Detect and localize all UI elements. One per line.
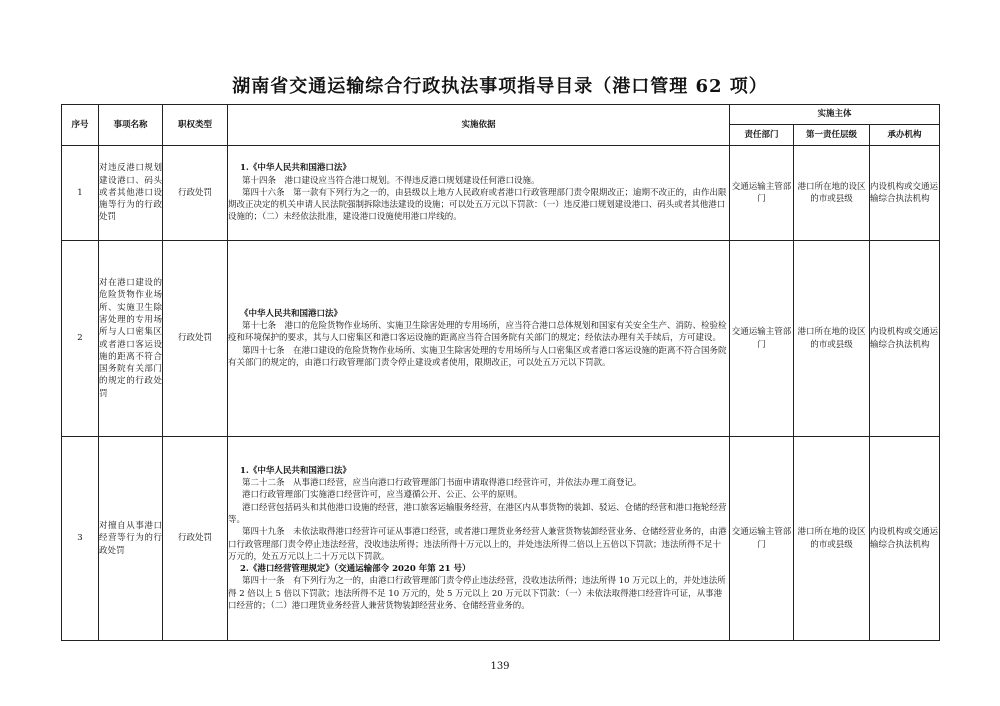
enforcement-table: [61, 104, 940, 641]
law-paragraph: 第四十九条 未依法取得港口经营许可证从事港口经营，或者港口理货业务经营人兼营货物装卸经营业务、仓储经营业务的，由港口行政管理部门责令停止违法经营，没收违法所得；违法所得十万元以上的，并处违法所得二倍以上五倍以下罚款；违法所得不足十万元的，处五万元以上二十万元以下罚款。: [228, 527, 727, 562]
row-seq: 3: [62, 437, 99, 641]
row-level: 港口所在地的设区的市或县级: [794, 437, 870, 641]
law-paragraph: 港口行政管理部门实施港口经营许可，应当遵循公开、公正、公平的原则。: [242, 490, 523, 501]
document-title: 湖南省交通运输综合行政执法事项指导目录（港口管理 62 项）: [232, 76, 768, 97]
law-paragraph: 第十四条 港口建设应当符合港口规划。不得违反港口规划建设任何港口设施。: [242, 175, 540, 186]
header-subject: 实施主体: [730, 105, 940, 125]
row-org: 内设机构或交通运输综合执法机构: [870, 241, 940, 437]
law-title: 1.《中华人民共和国港口法》: [240, 465, 351, 476]
row-dept: 交通运输主管部门: [730, 241, 794, 437]
law-title: 1.《中华人民共和国港口法》: [240, 163, 351, 174]
row-level: 港口所在地的设区的市或县级: [794, 241, 870, 437]
law-paragraph: 第四十一条 有下列行为之一的，由港口行政管理部门责令停止违法经营，没收违法所得；违法所得 10 万元以上的，并处违法所得 2 倍以上 5 倍以下罚款；违法所得不足 10 万元的，处 5 万元以上 20 万元以下罚款：（一）未依法取得港口经营许可证，从事港口经营的；（二）港口理货业务经营人兼营货物装卸经营业务、仓储经营业务的。: [228, 576, 726, 612]
row-seq: 1: [62, 146, 99, 241]
law-paragraph: 第二十二条 从事港口经营，应当向港口行政管理部门书面申请取得港口经营许可，并依法办理工商登记。: [242, 477, 642, 488]
header-dept: 责任部门: [730, 125, 794, 146]
row-type: 行政处罚: [163, 146, 228, 241]
row-type: 行政处罚: [163, 437, 228, 641]
row-name: 对擅自从事港口经营等行为的行政处罚: [99, 437, 163, 641]
law-title: 《中华人民共和国港口法》: [240, 308, 343, 319]
row-org: 内设机构或交通运输综合执法机构: [870, 146, 940, 241]
header-name: 事项名称: [99, 105, 163, 146]
header-level: 第一责任层级: [794, 125, 870, 146]
table-row: [62, 241, 940, 437]
law-paragraph: 第四十七条 在港口建设的危险货物作业场所、实施卫生除害处理的专用场所与人口密集区或者港口客运设施的距离不符合国务院有关部门的规定的，由港口行政管理部门责令停止建设或者使用，限期改正，可以处五万元以下罚款。: [228, 345, 727, 368]
row-basis: [228, 437, 730, 641]
row-org: 内设机构或交通运输综合执法机构: [870, 437, 940, 641]
header-basis: 实施依据: [228, 105, 730, 146]
header-seq: 序号: [62, 105, 99, 146]
row-type: 行政处罚: [163, 241, 228, 437]
law-paragraph: 第四十六条 第一款有下列行为之一的，由县级以上地方人民政府或者港口行政管理部门责令限期改正；逾期不改正的，由作出限期改正决定的机关申请人民法院强制拆除违法建设的设施；可以处五万元以下罚款：（一）违反港口规划建设港口、码头或者其他港口设施的；（二）未经依法批准，建设港口设施使用港口岸线的。: [228, 187, 727, 223]
law-paragraph: 第十七条 港口的危险货物作业场所、实施卫生除害处理的专用场所，应当符合港口总体规划和国家有关安全生产、消防、检验检疫和环境保护的要求，其与人口密集区和港口客运设施的距离应当符合国务院有关部门的规定；经依法办理有关手续后，方可建设。: [228, 321, 727, 344]
row-seq: 2: [62, 241, 99, 437]
header-type: 职权类型: [163, 105, 228, 146]
law-paragraph: 港口经营包括码头和其他港口设施的经营，港口旅客运输服务经营，在港区内从事货物的装卸、驳运、仓储的经营和港口拖轮经营等。: [228, 502, 727, 525]
row-basis: [228, 146, 730, 241]
page-number: 139: [490, 661, 510, 672]
row-dept: 交通运输主管部门: [730, 146, 794, 241]
row-dept: 交通运输主管部门: [730, 437, 794, 641]
row-basis: [228, 241, 730, 437]
row-name: 对违反港口规划建设港口、码头或者其他港口设施等行为的行政处罚: [99, 146, 163, 241]
row-level: 港口所在地的设区的市或县级: [794, 146, 870, 241]
header-org: 承办机构: [870, 125, 940, 146]
table-row: [62, 146, 940, 241]
row-name: 对在港口建设的危险货物作业场所、实施卫生除害处理的专用场所与人口密集区或者港口客运设施的距离不符合国务院有关部门的规定的行政处罚: [99, 241, 163, 437]
law-title: 2.《港口经营管理规定》（交通运输部令 2020 年第 21 号）: [240, 564, 471, 575]
table-row: [62, 437, 940, 641]
